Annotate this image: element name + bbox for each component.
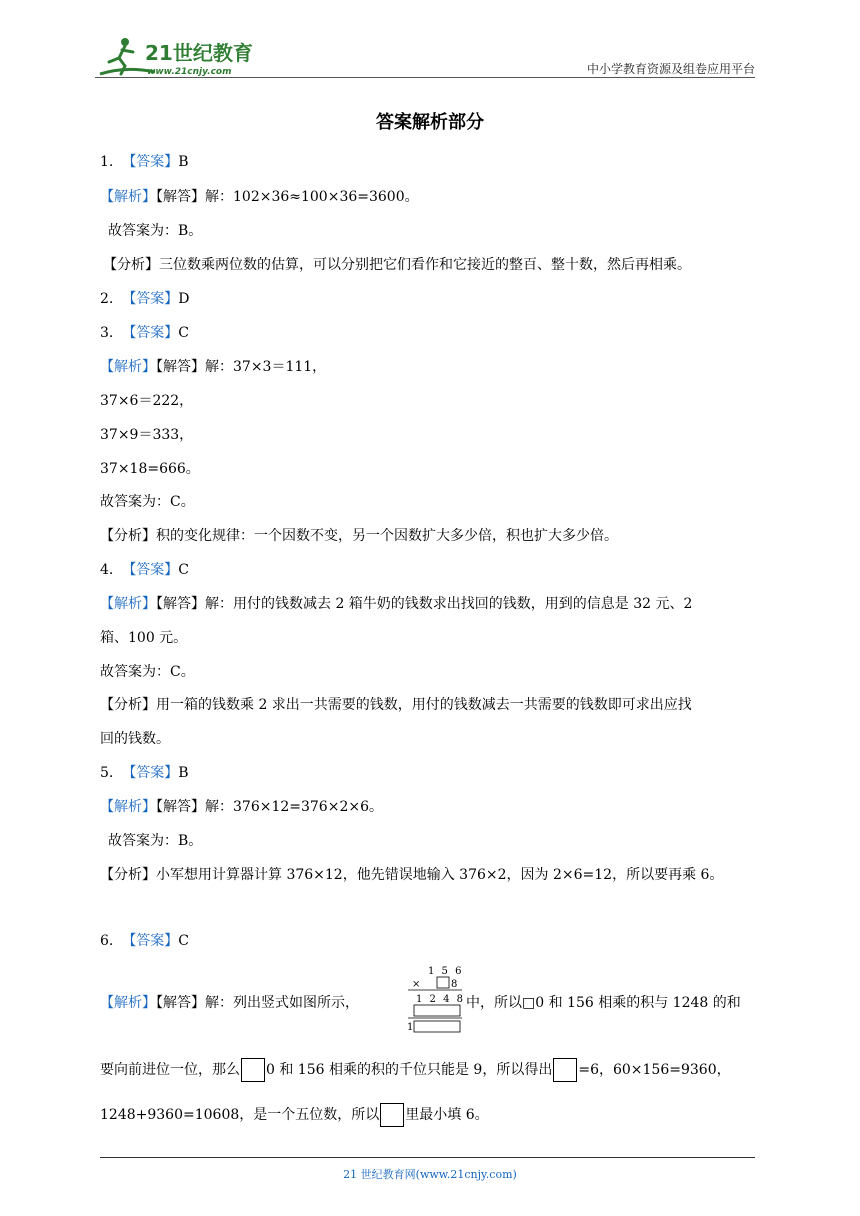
q6-number: 6. xyxy=(100,933,114,949)
footer-text: 21 世纪教育网(www.21cnjy.com) xyxy=(343,1168,517,1181)
jieda-tag: 【解答】 xyxy=(156,995,205,1011)
page-title: 答案解析部分 xyxy=(376,112,484,133)
logo xyxy=(95,36,260,78)
jiexi-tag: 【解析】 xyxy=(100,359,156,375)
q5-number: 5. xyxy=(100,765,114,781)
q6-answer-line xyxy=(100,930,189,950)
jiexi-tag: 【解析】 xyxy=(100,596,156,612)
q6-line-2a: 要向前进位一位，那么 xyxy=(100,1062,240,1078)
q1-conclusion: 故答案为：B。 xyxy=(108,223,203,239)
logo-url: www.21cnjy.com xyxy=(147,67,232,77)
q6-line-2 xyxy=(100,1058,731,1082)
q3-step-4: 37×18=666。 xyxy=(100,461,200,477)
footer-divider xyxy=(100,1157,755,1158)
logo-text: 21世纪教育 xyxy=(145,41,253,65)
q3-answer-line xyxy=(100,322,189,342)
q4-number: 4. xyxy=(100,562,114,578)
q4-conclusion: 故答案为：C。 xyxy=(100,664,195,680)
figure-carry-digit: 1 xyxy=(407,1022,414,1033)
q3-answer: C xyxy=(178,325,189,341)
figure-blank-box xyxy=(437,977,449,988)
blank-box xyxy=(380,1103,404,1127)
q4-fenxi-cont: 回的钱数。 xyxy=(100,731,170,747)
fenxi-tag: 【分析】 xyxy=(100,867,156,883)
blank-box xyxy=(553,1058,577,1082)
q6-line-3b: 里最小填 6。 xyxy=(405,1107,489,1123)
figure-blank-row xyxy=(414,1005,460,1016)
q3-step-3: 37×9＝333， xyxy=(100,427,194,443)
answer-tag: 【答案】 xyxy=(122,325,179,341)
q1-answer-line xyxy=(100,151,189,171)
page-header xyxy=(95,36,755,80)
q4-answer: C xyxy=(178,562,189,578)
q4-fenxi-line xyxy=(100,694,692,714)
q4-jieda: 解：用付的钱数减去 2 箱牛奶的钱数求出找回的钱数，用到的信息是 32 元、2 xyxy=(205,596,693,612)
figure-mid-digit: 8 xyxy=(451,979,458,990)
q5-answer-line xyxy=(100,762,189,782)
q6-jiexi-line-a xyxy=(100,992,359,1012)
platform-name: 中小学教育资源及组卷应用平台 xyxy=(586,62,755,76)
q5-jiexi-line xyxy=(100,796,383,816)
figure-times-sign: × xyxy=(412,979,421,990)
q3-conclusion: 故答案为：C。 xyxy=(100,494,195,510)
q4-jiexi-line xyxy=(100,593,692,613)
q6-jieda-b: 中，所以□0 和 156 相乘的积与 1248 的和 xyxy=(466,995,741,1011)
q6-line-2b: 0 和 156 相乘的积的千位只能是 9，所以得出 xyxy=(266,1062,553,1078)
q6-jieda-a: 解：列出竖式如图所示， xyxy=(205,995,359,1011)
answer-tag: 【答案】 xyxy=(122,562,179,578)
q3-fenxi-line xyxy=(100,525,618,545)
jieda-tag: 【解答】 xyxy=(156,189,205,205)
q1-fenxi: 三位数乘两位数的估算，可以分别把它们看作和它接近的整百、整十数，然后再相乘。 xyxy=(159,257,691,273)
q6-answer: C xyxy=(178,933,189,949)
jiexi-tag: 【解析】 xyxy=(100,995,156,1011)
q2-answer-line xyxy=(100,288,190,308)
q1-jiexi-line xyxy=(100,186,419,206)
jiexi-tag: 【解析】 xyxy=(100,799,156,815)
q4-fenxi: 用一箱的钱数乘 2 求出一共需要的钱数，用付的钱数减去一共需要的钱数即可求出应找 xyxy=(156,697,692,713)
q4-jieda-cont: 箱、100 元。 xyxy=(100,630,188,646)
answer-tag: 【答案】 xyxy=(122,765,179,781)
jiexi-tag: 【解析】 xyxy=(100,189,156,205)
q5-jieda: 解：376×12=376×2×6。 xyxy=(205,799,383,815)
q6-line-3a: 1248+9360=10608，是一个五位数，所以 xyxy=(100,1107,380,1123)
jieda-tag: 【解答】 xyxy=(156,799,205,815)
q5-conclusion: 故答案为：B。 xyxy=(108,833,203,849)
answer-tag: 【答案】 xyxy=(122,291,179,307)
q2-number: 2. xyxy=(100,291,114,307)
fenxi-tag: 【分析】 xyxy=(100,697,156,713)
q3-step-2: 37×6＝222， xyxy=(100,393,194,409)
q6-line-2c: =6，60×156=9360， xyxy=(578,1062,731,1078)
figure-top-number: 1 5 6 xyxy=(428,966,464,977)
q1-answer: B xyxy=(178,154,189,170)
q2-answer: D xyxy=(178,291,190,307)
blank-box xyxy=(241,1058,265,1082)
q3-jieda: 解：37×3＝111， xyxy=(205,359,327,375)
q1-jieda: 解：102×36≈100×36=3600。 xyxy=(205,189,419,205)
answer-tag: 【答案】 xyxy=(122,933,179,949)
answer-tag: 【答案】 xyxy=(122,154,179,170)
q4-answer-line xyxy=(100,559,189,579)
q1-fenxi-line xyxy=(103,254,691,274)
q3-number: 3. xyxy=(100,325,114,341)
figure-partial-product: 1 2 4 8 xyxy=(416,994,465,1005)
q1-number: 1. xyxy=(100,154,114,170)
q5-fenxi: 小军想用计算器计算 376×12，他先错误地输入 376×2，因为 2×6=12，所以要再乘 6。 xyxy=(156,867,724,883)
vertical-multiplication-figure xyxy=(398,962,468,1034)
jieda-tag: 【解答】 xyxy=(156,359,205,375)
figure-blank-result xyxy=(414,1021,460,1032)
q3-fenxi: 积的变化规律：一个因数不变，另一个因数扩大多少倍，积也扩大多少倍。 xyxy=(156,528,618,544)
q3-jiexi-line xyxy=(100,356,326,376)
q5-fenxi-line xyxy=(100,864,723,884)
header-divider xyxy=(95,77,755,78)
jieda-tag: 【解答】 xyxy=(156,596,205,612)
fenxi-tag: 【分析】 xyxy=(100,528,156,544)
q5-answer: B xyxy=(178,765,189,781)
fenxi-tag: 【分析】 xyxy=(103,257,159,273)
q6-line-3 xyxy=(100,1103,489,1127)
